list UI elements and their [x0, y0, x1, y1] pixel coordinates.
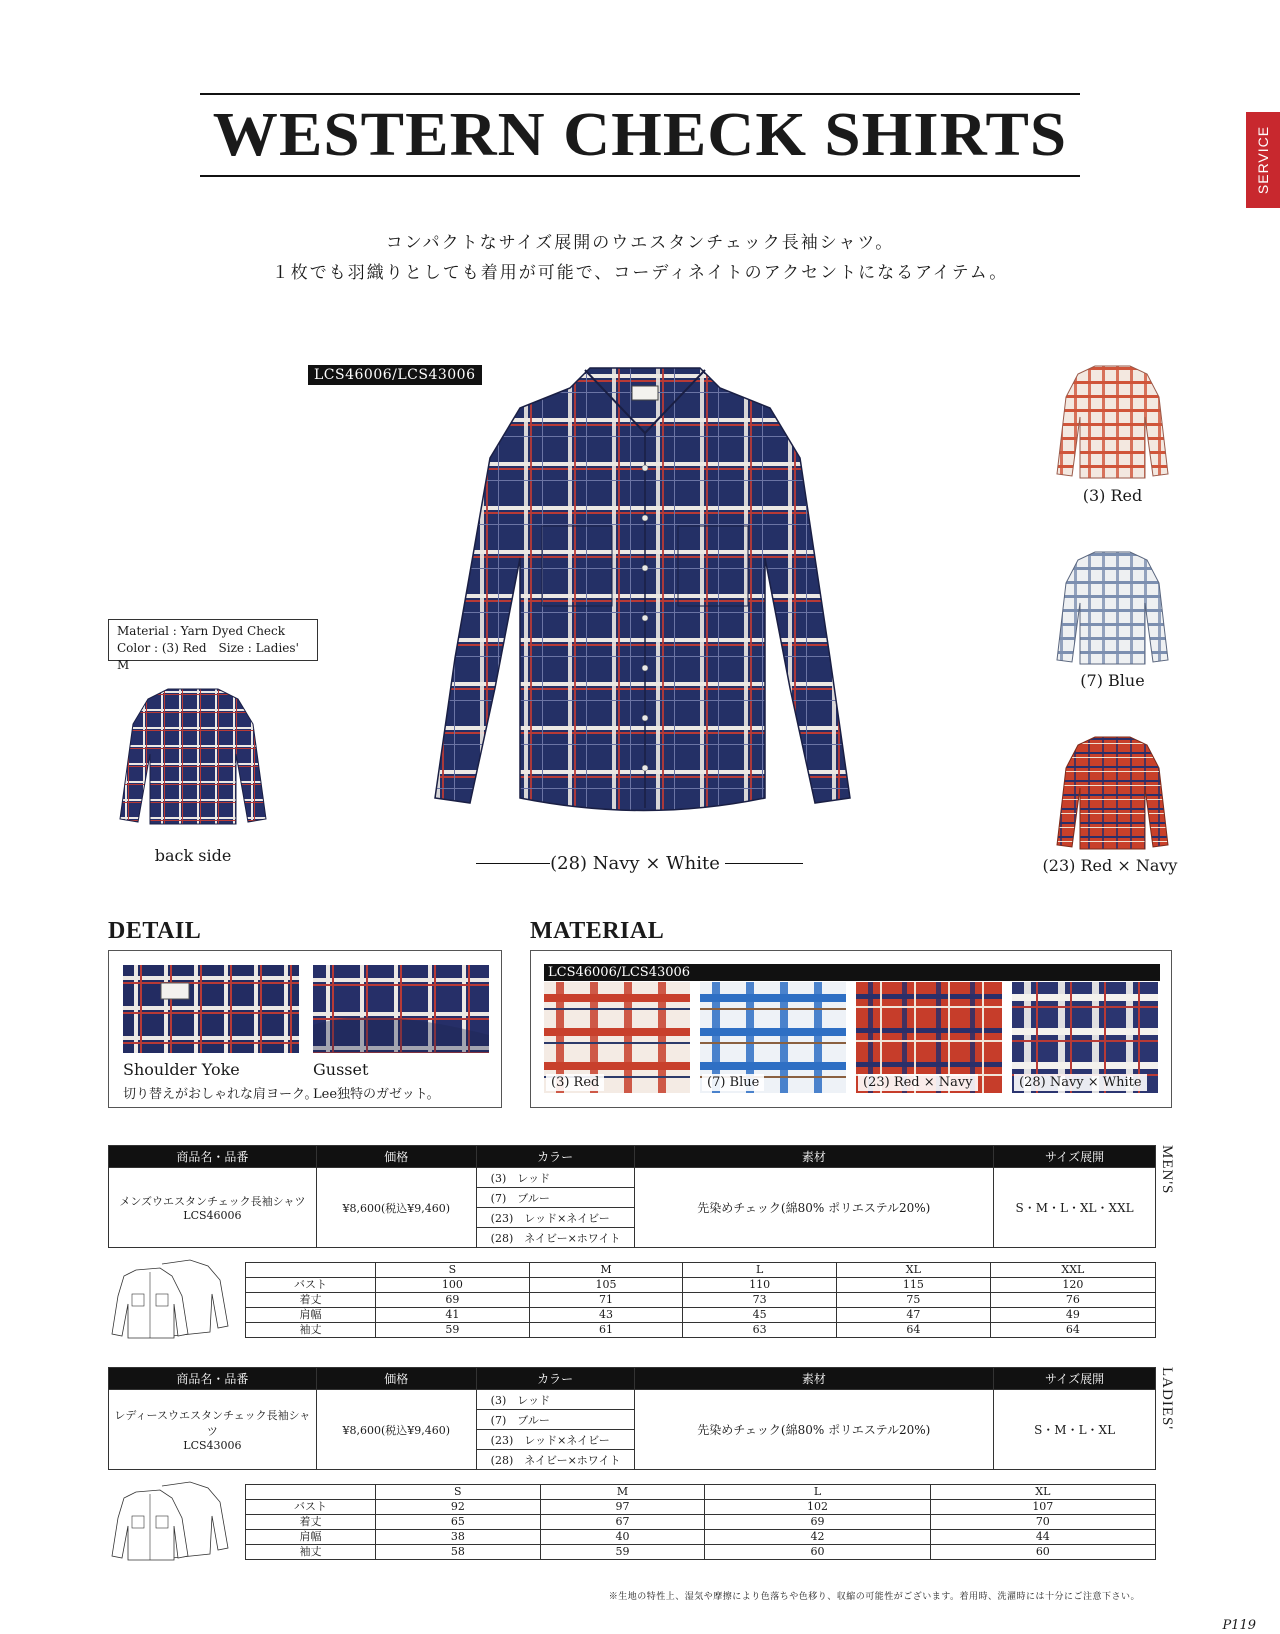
mens-size-col: L — [683, 1263, 837, 1278]
shoulder-yoke-plaid — [123, 965, 299, 1053]
mens-size-col: XXL — [990, 1263, 1155, 1278]
material-code-bar: LCS46006/LCS43006 — [544, 964, 1160, 981]
section-tab-label: SERVICE — [1255, 125, 1271, 195]
mens-size-cell: 105 — [529, 1278, 683, 1293]
section-tab[interactable] — [1246, 112, 1280, 208]
ladies-size-cell: 70 — [930, 1515, 1155, 1530]
ladies-size-col: XL — [930, 1485, 1155, 1500]
gusset-desc: Lee独特のガゼット。 — [313, 1087, 440, 1102]
mens-size-row-label: 肩幅 — [246, 1308, 376, 1323]
mens-size-cell: 110 — [683, 1278, 837, 1293]
mens-size-cell: 43 — [529, 1308, 683, 1323]
material-info-line: Material : Yarn Dyed Check — [117, 624, 286, 638]
ladies-size-cell: 102 — [705, 1500, 930, 1515]
ladies-color-item: (7) ブルー — [476, 1410, 634, 1430]
material-heading: MATERIAL — [530, 918, 665, 944]
ladies-size-cell: 59 — [540, 1545, 705, 1560]
back-side-image — [118, 684, 268, 834]
ladies-side-label — [1159, 1367, 1238, 1431]
mens-size-cell: 63 — [683, 1323, 837, 1338]
variant-rednavy-caption: (23) Red × Navy — [1042, 856, 1178, 875]
care-note: ※生地の特性上、湿気や摩擦により色落ちや色移り、収縮の可能性がございます。着用時、洗濯時には十分にご注意下さい。 — [608, 1592, 1140, 1602]
ladies-size-cell: 60 — [705, 1545, 930, 1560]
mens-size-row-label: バスト — [246, 1278, 376, 1293]
ladies-product-name-cell — [109, 1390, 317, 1470]
ladies-product-code: LCS43006 — [183, 1439, 242, 1452]
ladies-size-row-label: バスト — [246, 1500, 376, 1515]
product-code-tag: LCS46006/LCS43006 — [308, 365, 482, 385]
color-info-line: Color : (3) Red Size : Ladies' M — [117, 641, 299, 672]
ladies-header-name: 商品名・品番 — [109, 1368, 317, 1390]
mens-size-table — [245, 1262, 1156, 1338]
caption-rule-right — [725, 863, 803, 864]
mens-size-cell: 64 — [990, 1323, 1155, 1338]
ladies-size-cell: 97 — [540, 1500, 705, 1515]
mens-size-cell: 76 — [990, 1293, 1155, 1308]
mens-color-item: (28) ネイビー×ホワイト — [476, 1228, 634, 1248]
ladies-size-col: M — [540, 1485, 705, 1500]
swatch-rednavy — [856, 982, 1002, 1093]
mens-price: ¥8,600(税込¥9,460) — [316, 1168, 476, 1248]
swatch-blue-label: (7) Blue — [702, 1074, 764, 1091]
ladies-color-item: (28) ネイビー×ホワイト — [476, 1450, 634, 1470]
ladies-header-material: 素材 — [634, 1368, 994, 1390]
swatch-red-label: (3) Red — [546, 1074, 604, 1091]
mens-size-cell: 61 — [529, 1323, 683, 1338]
mens-size-cell: 115 — [837, 1278, 991, 1293]
intro-line-2: １枚でも羽織りとしても着用が可能で、コーディネイトのアクセントになるアイテム。 — [271, 263, 1009, 283]
ladies-header-price: 価格 — [316, 1368, 476, 1390]
page-number: P119 — [1222, 1618, 1256, 1633]
ladies-size-cell: 69 — [705, 1515, 930, 1530]
mens-product-code: LCS46006 — [183, 1209, 242, 1222]
shoulder-yoke-image — [123, 965, 299, 1053]
ladies-size-cell: 38 — [376, 1530, 541, 1545]
mens-material: 先染めチェック(綿80% ポリエステル20%) — [634, 1168, 994, 1248]
shoulder-yoke-desc: 切り替えがおしゃれな肩ヨーク。 — [123, 1087, 318, 1102]
mens-size-cell: 41 — [376, 1308, 530, 1323]
ladies-spec-table — [108, 1367, 1156, 1470]
ladies-sizes: S・M・L・XL — [994, 1390, 1156, 1470]
mens-product-name: メンズウエスタンチェック長袖シャツ — [119, 1195, 306, 1208]
mens-product-name-cell — [109, 1168, 317, 1248]
mens-size-row-label: 着丈 — [246, 1293, 376, 1308]
title-bottom-rule — [200, 175, 1080, 177]
ladies-header-size: サイズ展開 — [994, 1368, 1156, 1390]
variant-blue-caption: (7) Blue — [1080, 671, 1145, 690]
swatch-navywhite-label: (28) Navy × White — [1014, 1074, 1147, 1091]
back-side-caption: back side — [154, 846, 232, 865]
mens-size-col: XL — [837, 1263, 991, 1278]
mens-size-cell: 75 — [837, 1293, 991, 1308]
shoulder-yoke-title: Shoulder Yoke — [123, 1060, 240, 1079]
mens-size-cell: 71 — [529, 1293, 683, 1308]
ladies-size-cell: 44 — [930, 1530, 1155, 1545]
mens-size-cell: 49 — [990, 1308, 1155, 1323]
mens-size-cell: 120 — [990, 1278, 1155, 1293]
mens-size-cell: 64 — [837, 1323, 991, 1338]
mens-size-cell: 100 — [376, 1278, 530, 1293]
ladies-size-cell: 42 — [705, 1530, 930, 1545]
material-info-box — [108, 619, 318, 672]
mens-header-name: 商品名・品番 — [109, 1146, 317, 1168]
mens-header-size: サイズ展開 — [994, 1146, 1156, 1168]
ladies-size-cell: 58 — [376, 1545, 541, 1560]
caption-rule-left — [476, 863, 550, 864]
mens-size-col: M — [529, 1263, 683, 1278]
variant-blue-image — [1055, 548, 1170, 666]
swatch-blue — [700, 982, 846, 1093]
ladies-size-cell: 65 — [376, 1515, 541, 1530]
mens-shirt-sketch — [110, 1256, 230, 1340]
detail-panel — [108, 950, 502, 1108]
mens-side-label-text: MEN'S — [1159, 1145, 1175, 1195]
mens-color-item: (7) ブルー — [476, 1188, 634, 1208]
ladies-size-cell: 40 — [540, 1530, 705, 1545]
mens-size-row-label: 袖丈 — [246, 1323, 376, 1338]
ladies-size-col: L — [705, 1485, 930, 1500]
ladies-size-cell: 67 — [540, 1515, 705, 1530]
ladies-material: 先染めチェック(綿80% ポリエステル20%) — [634, 1390, 994, 1470]
ladies-shirt-sketch — [110, 1478, 230, 1562]
ladies-size-cell: 60 — [930, 1545, 1155, 1560]
mens-color-item: (3) レッド — [476, 1168, 634, 1188]
detail-heading: DETAIL — [108, 918, 202, 944]
mens-size-corner — [246, 1263, 376, 1278]
ladies-product-name: レディースウエスタンチェック長袖シャツ — [114, 1409, 311, 1438]
ladies-size-cell: 92 — [376, 1500, 541, 1515]
ladies-side-label-text: LADIES' — [1159, 1367, 1175, 1431]
mens-size-cell: 69 — [376, 1293, 530, 1308]
swatch-red — [544, 982, 690, 1093]
intro-line-1: コンパクトなサイズ展開のウエスタンチェック長袖シャツ。 — [385, 233, 895, 253]
mens-size-cell: 45 — [683, 1308, 837, 1323]
mens-header-color: カラー — [476, 1146, 634, 1168]
ladies-size-corner — [246, 1485, 376, 1500]
ladies-header-color: カラー — [476, 1368, 634, 1390]
ladies-color-item: (23) レッド×ネイビー — [476, 1430, 634, 1450]
ladies-size-row-label: 肩幅 — [246, 1530, 376, 1545]
variant-rednavy-image — [1055, 733, 1170, 851]
mens-side-label — [1159, 1145, 1224, 1195]
material-panel — [530, 950, 1172, 1108]
ladies-price: ¥8,600(税込¥9,460) — [316, 1390, 476, 1470]
mens-size-cell: 73 — [683, 1293, 837, 1308]
page-title: WESTERN CHECK SHIRTS — [212, 101, 1068, 169]
ladies-color-item: (3) レッド — [476, 1390, 634, 1410]
ladies-size-table — [245, 1484, 1156, 1560]
main-caption: (28) Navy × White — [550, 853, 720, 874]
gusset-plaid — [313, 965, 489, 1053]
variant-red-caption: (3) Red — [1082, 486, 1143, 505]
mens-header-material: 素材 — [634, 1146, 994, 1168]
mens-sizes: S・M・L・XL・XXL — [994, 1168, 1156, 1248]
swatch-rednavy-label: (23) Red × Navy — [858, 1074, 978, 1091]
ladies-size-row-label: 着丈 — [246, 1515, 376, 1530]
variant-red-image — [1055, 362, 1170, 480]
mens-size-cell: 47 — [837, 1308, 991, 1323]
ladies-size-col: S — [376, 1485, 541, 1500]
title-top-rule — [200, 93, 1080, 95]
mens-size-cell: 59 — [376, 1323, 530, 1338]
mens-color-item: (23) レッド×ネイビー — [476, 1208, 634, 1228]
gusset-title: Gusset — [313, 1060, 369, 1079]
mens-header-price: 価格 — [316, 1146, 476, 1168]
mens-size-col: S — [376, 1263, 530, 1278]
ladies-size-row-label: 袖丈 — [246, 1545, 376, 1560]
gusset-image — [313, 965, 489, 1053]
ladies-size-cell: 107 — [930, 1500, 1155, 1515]
mens-spec-table — [108, 1145, 1156, 1248]
swatch-navywhite — [1012, 982, 1158, 1093]
main-shirt-image — [420, 358, 870, 818]
